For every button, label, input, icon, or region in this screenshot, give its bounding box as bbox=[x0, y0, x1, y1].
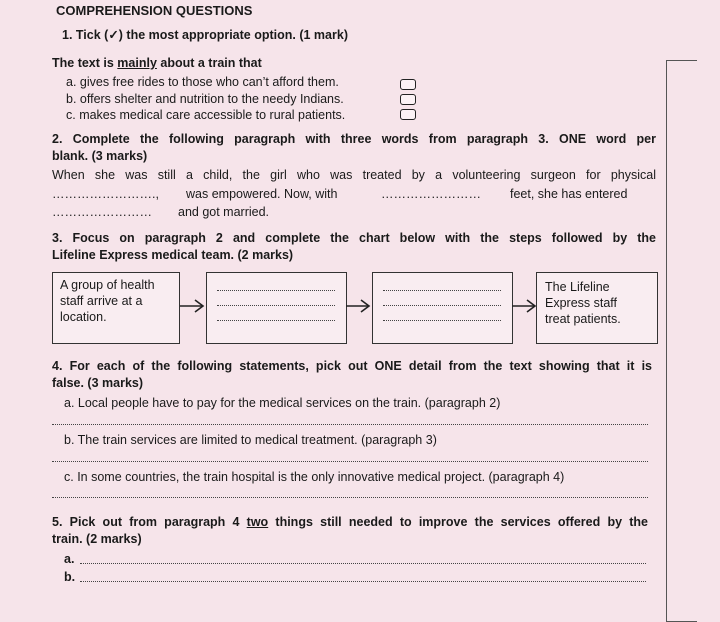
chart-box-3-answer-line-3[interactable] bbox=[383, 320, 501, 321]
chart-box-1 bbox=[52, 272, 180, 344]
q1-option-b: b. offers shelter and nutrition to the needy Indians. bbox=[66, 92, 344, 106]
q5-title-pre: 5. Pick out from paragraph 4 bbox=[52, 515, 247, 529]
chart-box-3-answer-line-2[interactable] bbox=[383, 305, 501, 306]
arrow-icon bbox=[346, 299, 372, 313]
q2-line3-end: and got married. bbox=[178, 205, 270, 219]
chart-box-2[interactable] bbox=[206, 272, 347, 344]
q4-title-line1: 4. For each of the following statements, pick out ONE detail from the text showing that it is bbox=[52, 359, 652, 373]
q4-answer-line-b[interactable] bbox=[52, 461, 648, 462]
chart-box-2-answer-line-3[interactable] bbox=[217, 320, 335, 321]
q4-answer-line-c[interactable] bbox=[52, 497, 648, 498]
q4-item-a: a. Local people have to pay for the medical services on the train. (paragraph 2) bbox=[64, 396, 501, 410]
chart-box-1-line1: A group of health bbox=[60, 278, 155, 292]
q2-line2-end: feet, she has entered bbox=[510, 187, 628, 201]
q1-checkbox-b[interactable] bbox=[400, 94, 416, 105]
q1-stem bbox=[52, 55, 262, 71]
q1-stem-pre: The text is bbox=[52, 56, 118, 70]
q5-title-line1 bbox=[52, 514, 648, 530]
q5-item-b: b. bbox=[64, 570, 76, 584]
q3-title-line2: Lifeline Express medical team. (2 marks) bbox=[52, 248, 294, 262]
q1-stem-post: about a train that bbox=[156, 56, 262, 70]
q1-title: 1. Tick (✓) the most appropriate option. (1 mark) bbox=[62, 28, 348, 42]
q2-line1: When she was still a child, the girl who was treated by a volunteering surgeon for physical bbox=[52, 168, 656, 182]
q4-item-c: c. In some countries, the train hospital is the only innovative medical project. (paragraph 4) bbox=[64, 470, 565, 484]
chart-box-1-line3: location. bbox=[60, 310, 107, 324]
q4-title-line2: false. (3 marks) bbox=[52, 376, 144, 390]
arrow-icon bbox=[512, 299, 538, 313]
q1-checkbox-c[interactable] bbox=[400, 109, 416, 120]
chart-box-2-answer-line-1[interactable] bbox=[217, 290, 335, 291]
margin-panel bbox=[666, 60, 697, 622]
q2-line2-mid: was empowered. Now, with bbox=[186, 187, 338, 201]
q1-stem-underlined: mainly bbox=[117, 56, 157, 70]
chart-box-3-answer-line-1[interactable] bbox=[383, 290, 501, 291]
q5-answer-line-a[interactable] bbox=[80, 563, 646, 564]
q5-answer-line-b[interactable] bbox=[80, 581, 646, 582]
q5-title-line2: train. (2 marks) bbox=[52, 532, 142, 546]
page-heading: COMPREHENSION QUESTIONS bbox=[56, 3, 253, 18]
q1-option-a: a. gives free rides to those who can’t afford them. bbox=[66, 75, 339, 89]
q1-checkbox-a[interactable] bbox=[400, 79, 416, 90]
chart-box-4 bbox=[536, 272, 658, 344]
q2-blank2[interactable]: …………………… bbox=[381, 187, 481, 201]
chart-box-3[interactable] bbox=[372, 272, 513, 344]
q2-blank1[interactable]: ……………………., bbox=[52, 187, 159, 201]
q2-blank3[interactable]: …………………… bbox=[52, 205, 152, 219]
chart-box-4-line3: treat patients. bbox=[545, 312, 621, 326]
q5-item-a: a. bbox=[64, 552, 75, 566]
arrow-icon bbox=[180, 299, 206, 313]
chart-box-4-line2: Express staff bbox=[545, 296, 618, 310]
q2-title-line2: blank. (3 marks) bbox=[52, 149, 148, 163]
q3-title-line1: 3. Focus on paragraph 2 and complete the chart below with the steps followed by the bbox=[52, 231, 656, 245]
q2-title-line1: 2. Complete the following paragraph with three words from paragraph 3. ONE word per bbox=[52, 132, 656, 146]
q5-title-post: things still needed to improve the services offered by the bbox=[268, 515, 648, 529]
q4-answer-line-a[interactable] bbox=[52, 424, 648, 425]
q5-title-underlined: two bbox=[246, 515, 269, 529]
q1-option-c: c. makes medical care accessible to rural patients. bbox=[66, 108, 346, 122]
q4-item-b: b. The train services are limited to medical treatment. (paragraph 3) bbox=[64, 433, 437, 447]
chart-box-2-answer-line-2[interactable] bbox=[217, 305, 335, 306]
chart-box-4-line1: The Lifeline bbox=[545, 280, 610, 294]
chart-box-1-line2: staff arrive at a bbox=[60, 294, 143, 308]
